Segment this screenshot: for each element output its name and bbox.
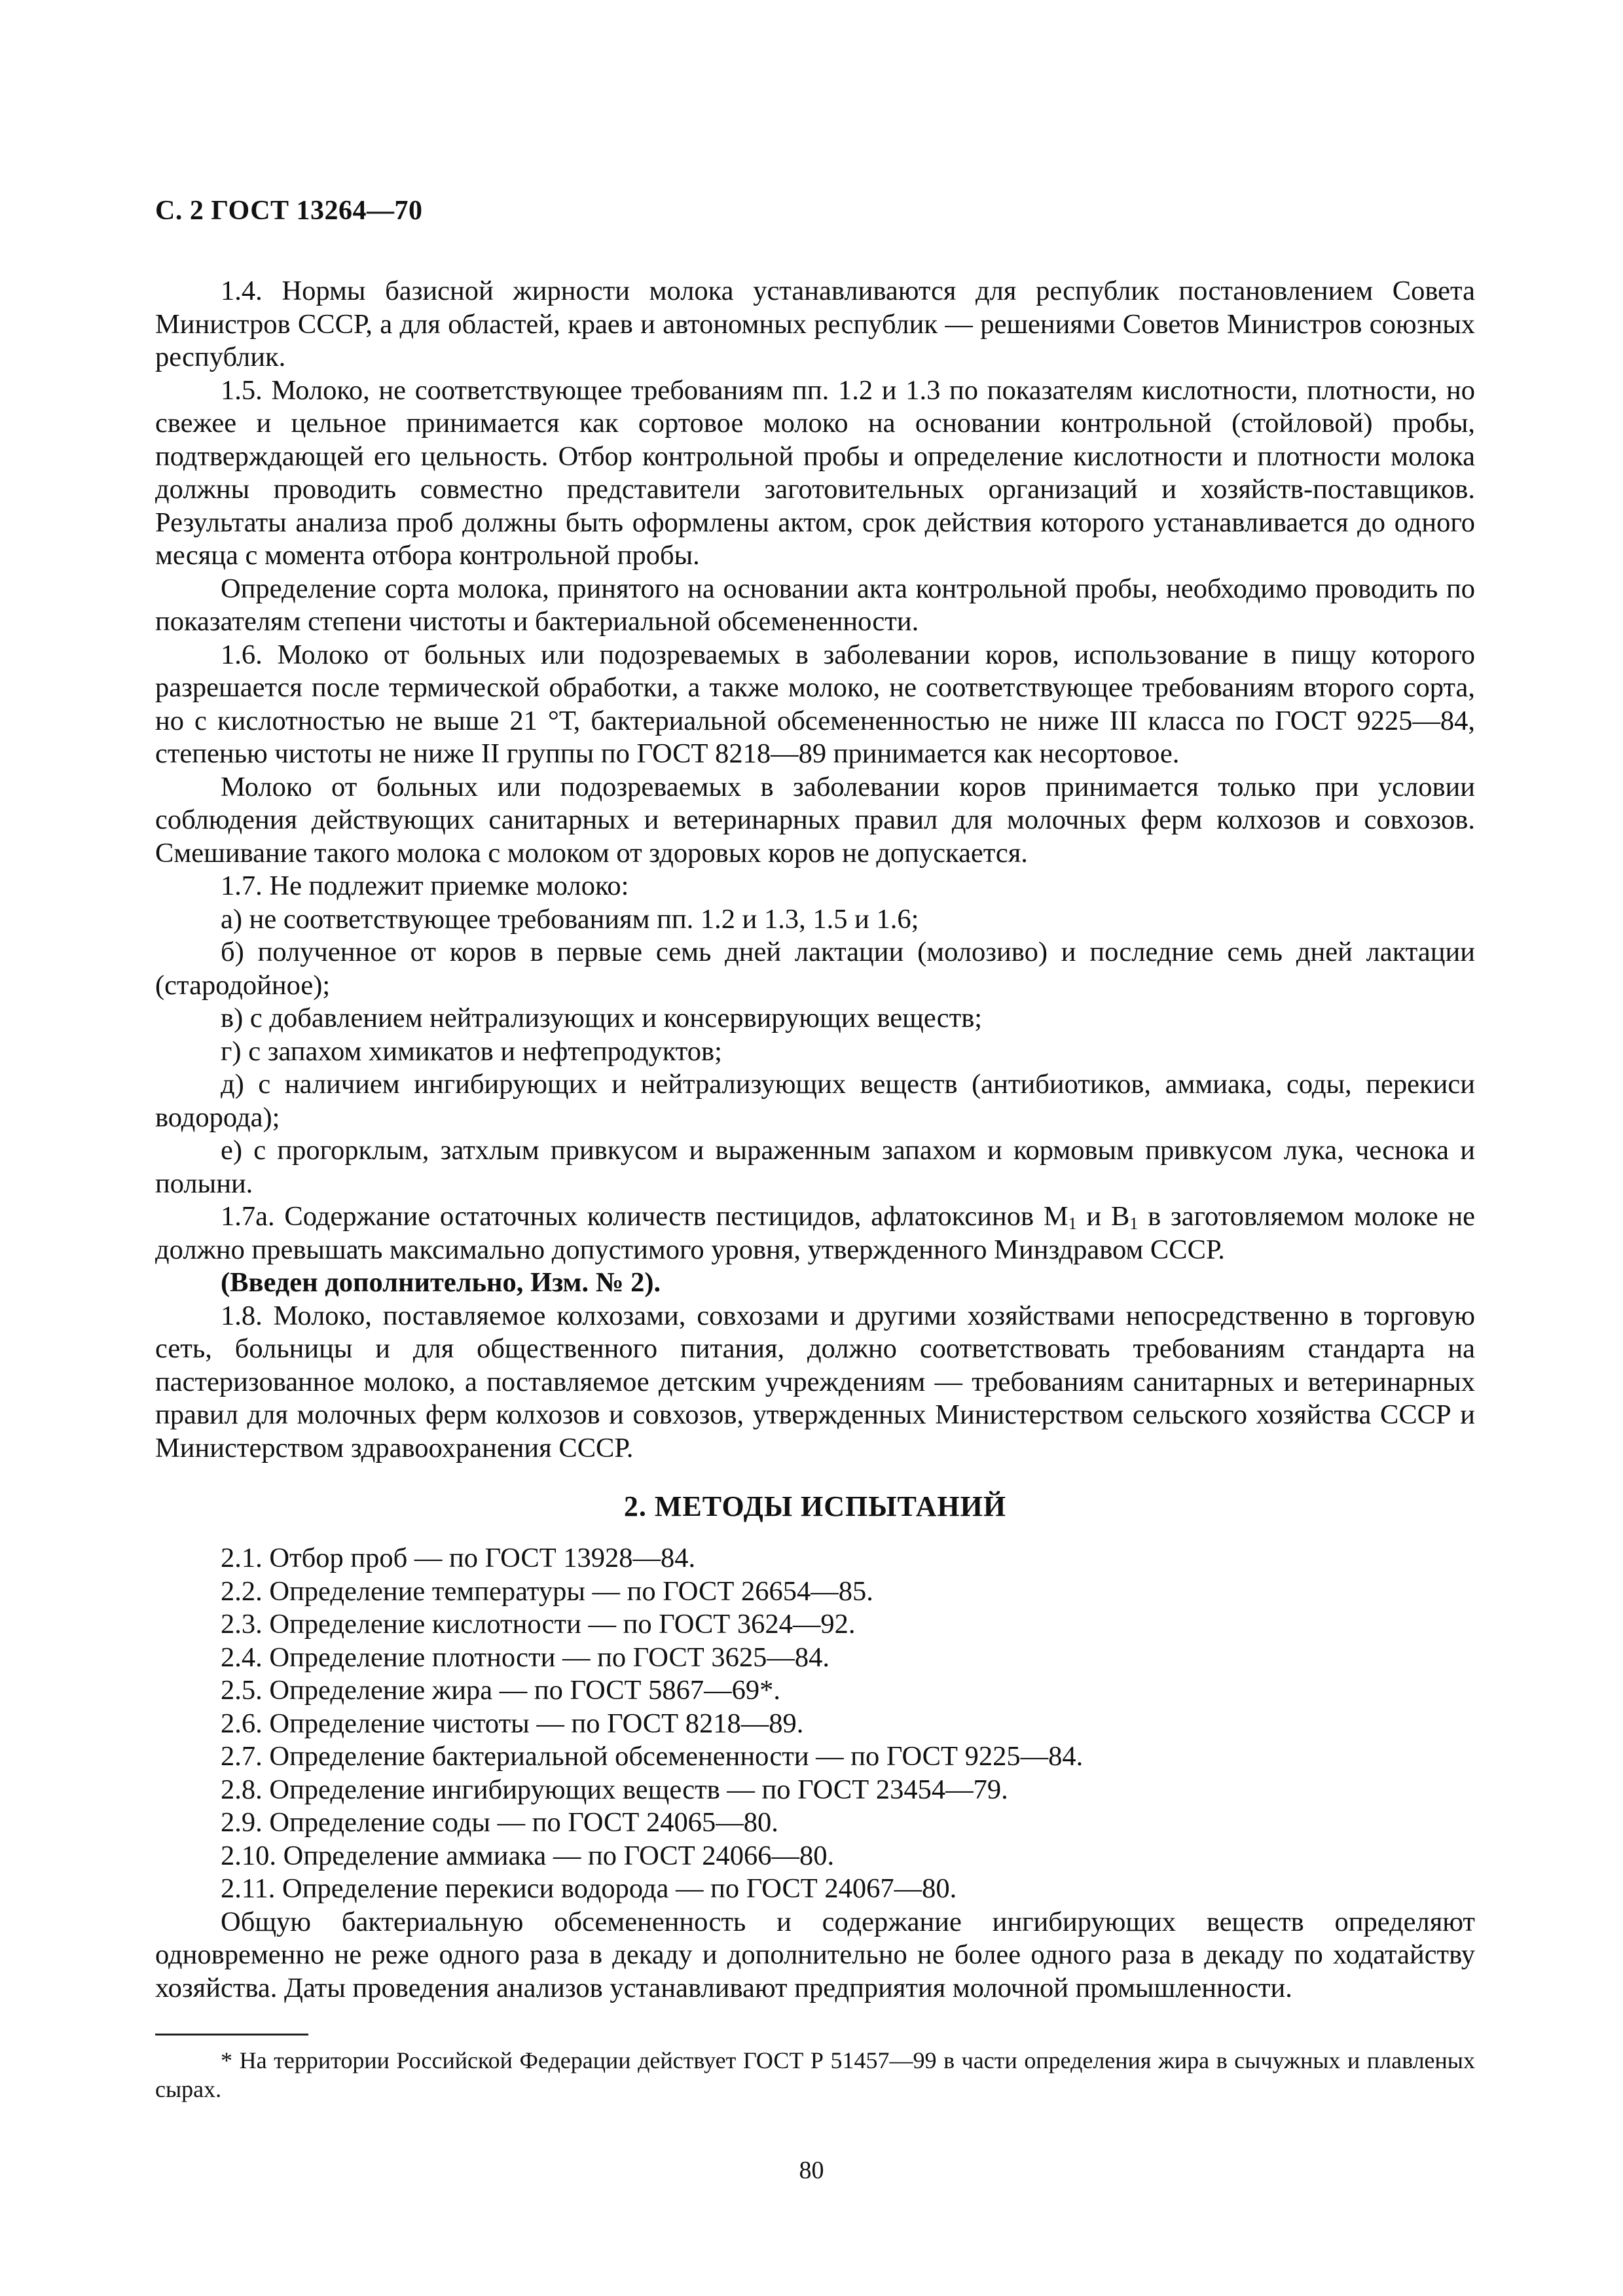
paragraph-1-6-sick-cows: Молоко от больных или подозреваемых в заболевании коров принимается только при условии соблюдения действующих санитарных и ветеринарных правил для молочных ферм колхозов и совхозов. Смешивание такого молока с молоком от здоровых коров не допускается. xyxy=(155,771,1475,869)
footnote: * На территории Российской Федерации действует ГОСТ Р 51457—99 в части определения жира в сычужных и плавленых сырах. xyxy=(155,2047,1475,2102)
method-2-4: 2.4. Определение плотности — по ГОСТ 3625—84. xyxy=(221,1641,830,1673)
paragraph-1-5-grade: Определение сорта молока, принятого на основании акта контрольной пробы, необходимо проводить по показателям степени чистоты и бактериальной обсемененности. xyxy=(155,573,1475,637)
closing-paragraph: Общую бактериальную обсемененность и содержание ингибирующих веществ определяют одновременно не реже одного раза в декаду и дополнительно не более одного раза в декаду по ходатайству хозяйства. Даты проведения анализов устанавливают предприятия молочной промышленности. xyxy=(155,1906,1475,2003)
paragraph-1-7a-part-b: и В xyxy=(1076,1201,1130,1232)
method-2-3: 2.3. Определение кислотности — по ГОСТ 3624—92. xyxy=(221,1609,856,1640)
page-header: С. 2 ГОСТ 13264—70 xyxy=(155,196,423,226)
paragraph-1-7: 1.7. Не подлежит приемке молоко: xyxy=(221,870,629,901)
document-body xyxy=(155,275,1475,2005)
list-item-a: а) не соответствующее требованиям пп. 1.2 и 1.3, 1.5 и 1.6; xyxy=(221,903,919,935)
paragraph-1-4: 1.4. Нормы базисной жирности молока устанавливаются для республик постановлением Совета Министров СССР, а для областей, краев и автономных республик — решениями Советов Министров союзных республик. xyxy=(155,276,1475,372)
subscript-b1: 1 xyxy=(1129,1214,1139,1233)
footnote-divider xyxy=(155,2034,308,2036)
subscript-m1: 1 xyxy=(1068,1214,1077,1233)
method-2-11: 2.11. Определение перекиси водорода — по ГОСТ 24067—80. xyxy=(221,1873,957,1904)
paragraph-1-8: 1.8. Молоко, поставляемое колхозами, совхозами и другими хозяйствами непосредственно в торговую сеть, больницы и для общественного питания, должно соответствовать требованиям стандарта на пастеризованное молоко, а поставляемое детским учреждениям — требованиям санитарных и ветеринарных правил для молочных ферм колхозов и совхозов, утвержденных Министерством сельского хозяйства СССР и Министерством здравоохранения СССР. xyxy=(155,1300,1475,1463)
paragraph-1-7a-part-c: в заготовляемом молоке не должно превышать максимально допустимого уровня, утвержденного Минздравом СССР. xyxy=(155,1201,1476,1265)
method-2-6: 2.6. Определение чистоты — по ГОСТ 8218—89. xyxy=(221,1708,804,1739)
method-2-10: 2.10. Определение аммиака — по ГОСТ 24066—80. xyxy=(221,1840,835,1871)
method-2-2: 2.2. Определение температуры — по ГОСТ 26654—85. xyxy=(221,1575,873,1607)
paragraph-1-7a xyxy=(155,1200,1475,1266)
paragraph-1-7a-part-a: 1.7а. Содержание остаточных количеств пестицидов, афлатоксинов М xyxy=(221,1201,1068,1232)
method-2-9: 2.9. Определение соды — по ГОСТ 24065—80. xyxy=(221,1807,778,1838)
method-2-1: 2.1. Отбор проб — по ГОСТ 13928—84. xyxy=(221,1543,696,1573)
method-2-7: 2.7. Определение бактериальной обсемененности — по ГОСТ 9225—84. xyxy=(221,1741,1084,1772)
amendment-note: (Введен дополнительно, Изм. № 2). xyxy=(221,1267,661,1298)
list-item-v: в) с добавлением нейтрализующих и консервирующих веществ; xyxy=(221,1003,983,1033)
paragraph-1-5: 1.5. Молоко, не соответствующее требованиям пп. 1.2 и 1.3 по показателям кислотности, плотности, но свежее и цельное принимается как сортовое молоко на основании контрольной (стойловой) пробы, подтверждающей его цельность. Отбор контрольной пробы и определение кислотности и плотности молока должны проводить совместно представители заготовительных организаций и хозяйств-поставщиков. Результаты анализа проб должны быть оформлены актом, срок действия которого устанавливается до одного месяца с момента отбора контрольной пробы. xyxy=(155,374,1475,571)
method-2-8: 2.8. Определение ингибирующих веществ — по ГОСТ 23454—79. xyxy=(221,1774,1008,1805)
page-number: 80 xyxy=(799,2157,824,2184)
list-item-g: г) с запахом химикатов и нефтепродуктов; xyxy=(221,1035,722,1067)
paragraph-1-6: 1.6. Молоко от больных или подозреваемых в заболевании коров, использование в пищу которого разрешается после термической обработки, а также молоко, не соответствующее требованиям второго сорта, но с кислотностью не выше 21 °Т, бактериальной обсемененностью не ниже III класса по ГОСТ 9225—84, степенью чистоты не ниже II группы по ГОСТ 8218—89 принимается как несортовое. xyxy=(155,639,1475,769)
section-title-methods: 2. МЕТОДЫ ИСПЫТАНИЙ xyxy=(623,1490,1007,1522)
list-item-d: д) с наличием ингибирующих и нейтрализующих веществ (антибиотиков, аммиака, соды, перекиси водорода); xyxy=(155,1069,1475,1133)
method-2-5: 2.5. Определение жира — по ГОСТ 5867—69*. xyxy=(221,1675,781,1706)
list-item-e: е) с прогорклым, затхлым привкусом и выраженным запахом и кормовым привкусом лука, чеснока и полыни. xyxy=(155,1135,1475,1199)
list-item-b: б) полученное от коров в первые семь дней лактации (молозиво) и последние семь дней лактации (стародойное); xyxy=(155,937,1475,1001)
